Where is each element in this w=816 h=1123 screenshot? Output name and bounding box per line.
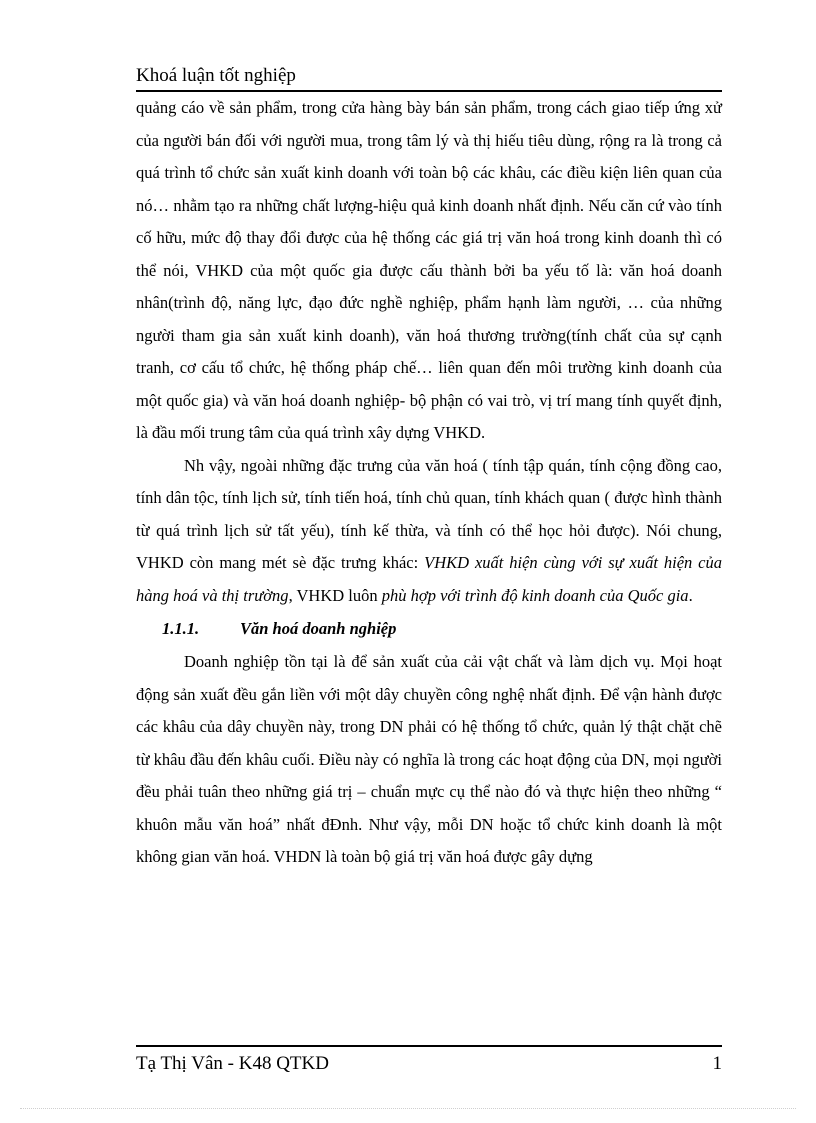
header-title: Khoá luận tốt nghiệp bbox=[136, 65, 296, 86]
paragraph-3: Doanh nghiệp tồn tại là để sản xuất của cải vật chất và làm dịch vụ. Mọi hoạt động sản xuất đều gắn liền với một dây chuyền công nghệ nhất định. Để vận hành được các khâu của dây chuyền này, trong DN phải có hệ thống tổ chức, quản lý thật chặt chẽ từ khâu đầu đến khâu cuối. Điều này có nghĩa là trong các hoạt động của DN, mọi người đều phải tuân theo những giá trị – chuẩn mực cụ thể nào đó và thực hiện theo những “ khuôn mẫu văn hoá” nhất đĐnh. Như vậy, mỗi DN hoặc tổ chức kinh doanh là một không gian văn hoá. VHDN là toàn bộ giá trị văn hoá được gây dựng bbox=[136, 652, 722, 866]
page-number: 1 bbox=[712, 1053, 722, 1074]
section-number: 1.1.1. bbox=[162, 619, 200, 638]
paragraph-2-end: . bbox=[688, 585, 693, 605]
document-body bbox=[136, 92, 722, 874]
footer-rule bbox=[136, 1045, 722, 1047]
footer-author: Tạ Thị Vân - K48 QTKD bbox=[136, 1053, 329, 1074]
paragraph-2-italic-1: VHKD xuất hiện cùng với sự xuất hiện của hàng hoá và thị trường bbox=[136, 553, 723, 605]
page-bottom-dotted-line bbox=[20, 1108, 796, 1109]
page-footer bbox=[136, 1052, 722, 1076]
paragraph-1: quảng cáo về sản phẩm, trong cửa hàng bày bán sản phẩm, trong cách giao tiếp ứng xử của người bán đối với người mua, trong tâm lý và thị hiếu tiêu dùng, rộng ra là trong cả quá trình tổ chức sản xuất kinh doanh với toàn bộ các khâu, các điều kiện liên quan của nó… nhằm tạo ra những chất lượng-hiệu quả kinh doanh nhất định. Nếu căn cứ vào tính cố hữu, mức độ thay đổi được của hệ thống các giá trị văn hoá trong kinh doanh thì có thể nói, VHKD của một quốc gia được cấu thành bởi ba yếu tố là: văn hoá doanh nhân(trình độ, năng lực, đạo đức nghề nghiệp, phẩm hạnh làm người, … của những người tham gia sản xuất kinh doanh), văn hoá thương trường(tính chất của sự cạnh tranh, cơ cấu tổ chức, hệ thống pháp chế… liên quan đến môi trường kinh doanh của một quốc gia) và văn hoá doanh nghiệp- bộ phận có vai trò, vị trí mang tính quyết định, là đầu mối trung tâm của quá trình xây dựng VHKD. bbox=[136, 98, 722, 442]
paragraph-2-italic-2: phù hợp với trình độ kinh doanh của Quốc gia bbox=[381, 585, 689, 605]
paragraph-2 bbox=[136, 450, 722, 613]
section-heading bbox=[136, 612, 722, 646]
page-header bbox=[136, 64, 722, 92]
paragraph-2-text: Nh vậy, ngoài những đặc trưng của văn hoá ( tính tập quán, tính cộng đồng cao, tính dân tộc, tính lịch sử, tính tiến hoá, tính chủ quan, tính khách quan ( được hình thành từ quá trình lịch sử tất yếu), tính kế thừa, và tính có thể học hỏi được). Nói chung, VHKD còn mang mét sè đặc trưng khác: bbox=[136, 455, 722, 572]
paragraph-2-text-2: , VHKD luôn bbox=[288, 585, 382, 605]
section-title: Văn hoá doanh nghiệp bbox=[240, 619, 397, 638]
